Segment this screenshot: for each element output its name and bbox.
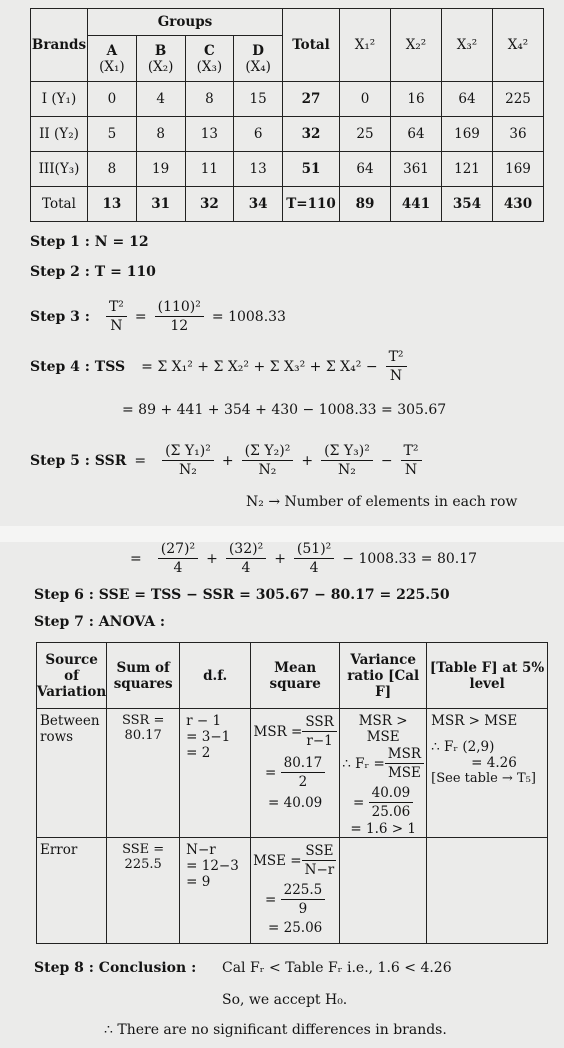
header-x2-sq: X₂² <box>391 9 442 82</box>
header-x4-sq: X₄² <box>493 9 544 82</box>
fraction: $\frac{\text{T²}}{N}$ <box>386 348 407 385</box>
cell: 8 <box>185 82 234 117</box>
cell: 19 <box>136 152 185 187</box>
fraction: $\frac{\text{T²}}{N}$ <box>106 298 127 335</box>
cell: 430 <box>493 187 544 222</box>
row-total: 51 <box>283 152 340 187</box>
header-groups: Groups <box>88 9 283 36</box>
totals-row <box>31 187 544 222</box>
cell: 8 <box>136 117 185 152</box>
source-between: Between rows <box>37 709 107 838</box>
df-between: r − 1 = 3−1 = 2 <box>180 709 251 838</box>
cell: 121 <box>442 152 493 187</box>
accept-text: So, we accept H₀. <box>222 992 348 1008</box>
cell: 0 <box>340 82 391 117</box>
step-3: Step 3 : $\frac{\text{T²}}{N}$ = $\frac{\text{(110)²}}{12}$ = 1008.33 <box>30 299 286 334</box>
cell: 89 <box>340 187 391 222</box>
anova-row-error <box>37 838 548 944</box>
step-4-line-2: = 89 + 441 + 354 + 430 − 1008.33 = 305.67 <box>122 402 447 418</box>
cell: 15 <box>234 82 283 117</box>
step-4: Step 4 : TSS = Σ X₁² + Σ X₂² + Σ X₃² + Σ X₄² − $\frac{\text{T²}}{N}$ <box>30 348 407 385</box>
mse-cell: MSE = $\frac{\text{SSE}}{N-r}$ = $\frac{225.5}{9}$ = 25.06 <box>251 838 340 944</box>
header-x3-sq: X₃² <box>442 9 493 82</box>
step-3-label: Step 3 : <box>30 308 90 325</box>
cell: 11 <box>185 152 234 187</box>
anova-table <box>36 642 548 944</box>
data-table <box>30 8 544 222</box>
header-total: Total <box>283 9 340 82</box>
cell: 34 <box>234 187 283 222</box>
n2-note: N₂ → Number of elements in each row <box>246 494 518 510</box>
cell: 361 <box>391 152 442 187</box>
msr-cell: MSR = $\frac{\text{SSR}}{r-1}$ = $\frac{80.17}{2}$ = 40.09 <box>251 709 340 838</box>
cell: 36 <box>493 117 544 152</box>
row-total: 32 <box>283 117 340 152</box>
cell: 16 <box>391 82 442 117</box>
cell: 4 <box>136 82 185 117</box>
empty-cell <box>427 838 548 944</box>
group-d-head: D (X₄) <box>234 36 283 82</box>
row-brand: III(Y₃) <box>31 152 88 187</box>
row-total: 27 <box>283 82 340 117</box>
cell: 441 <box>391 187 442 222</box>
cell: 5 <box>88 117 137 152</box>
table-f-cell: MSR > MSE ∴ Fᵣ (2,9) = 4.26 [See table → T₅] <box>427 709 548 838</box>
anova-head-tablef: [Table F] at 5% level <box>427 643 548 709</box>
empty-cell <box>340 838 427 944</box>
cell: 25 <box>340 117 391 152</box>
table-row <box>31 82 544 117</box>
row-brand: II (Y₂) <box>31 117 88 152</box>
step-5: Step 5 : SSR = $\frac{\text{(Σ Y₁)²}}{\text{N₂}}$ + $\frac{\text{(Σ Y₂)²}}{\text{N₂}}$ + $\frac{\text{(Σ Y₃)²}}{\text{N₂}}$ − $\frac{\text{T²}}{N}$ <box>30 442 422 479</box>
step-6: Step 6 : SSE = TSS − SSR = 305.67 − 80.17 = 225.50 <box>34 587 450 603</box>
group-a-head: A (X₁) <box>88 36 137 82</box>
table-row <box>31 117 544 152</box>
cell: 13 <box>185 117 234 152</box>
cell: 64 <box>340 152 391 187</box>
grand-total: T=110 <box>283 187 340 222</box>
header-x1-sq: X₁² <box>340 9 391 82</box>
cell: 8 <box>88 152 137 187</box>
anova-head-source: Source of Variation <box>37 643 107 709</box>
header-brands: Brands <box>31 9 88 82</box>
group-c-head: C (X₃) <box>185 36 234 82</box>
ssr-value: SSR = 80.17 <box>107 709 180 838</box>
group-b-head: B (X₂) <box>136 36 185 82</box>
anova-row-between <box>37 709 548 838</box>
cell: 225 <box>493 82 544 117</box>
cell: 31 <box>136 187 185 222</box>
final-statement: ∴ There are no significant differences in brands. <box>104 1022 447 1038</box>
cell: 6 <box>234 117 283 152</box>
cell: 13 <box>234 152 283 187</box>
anova-head-ms: Mean square <box>251 643 340 709</box>
totals-label: Total <box>31 187 88 222</box>
variance-ratio-cell: MSR > MSE ∴ Fᵣ = $\frac{\text{MSR}}{\text{MSE}}$ = $\frac{40.09}{25.06}$ = 1.6 > 1 <box>340 709 427 838</box>
cell: 0 <box>88 82 137 117</box>
sse-value: SSE = 225.5 <box>107 838 180 944</box>
cell: 64 <box>391 117 442 152</box>
table-row <box>31 152 544 187</box>
step-7: Step 7 : ANOVA : <box>34 614 166 630</box>
step-8-label: Step 8 : Conclusion : <box>34 960 197 976</box>
cell: 169 <box>493 152 544 187</box>
source-error: Error <box>37 838 107 944</box>
step-5-calc: = $\frac{\text{(27)²}}{4}$ + $\frac{\text{(32)²}}{4}$ + $\frac{\text{(51)²}}{4}$ − 1008.33 = 80.17 <box>130 541 478 576</box>
cell: 32 <box>185 187 234 222</box>
step-1: Step 1 : N = 12 <box>30 234 149 250</box>
cell: 64 <box>442 82 493 117</box>
cell: 169 <box>442 117 493 152</box>
cell: 13 <box>88 187 137 222</box>
cell: 354 <box>442 187 493 222</box>
row-brand: I (Y₁) <box>31 82 88 117</box>
anova-head-df: d.f. <box>180 643 251 709</box>
anova-head-ss: Sum of squares <box>107 643 180 709</box>
df-error: N−r = 12−3 = 9 <box>180 838 251 944</box>
fraction: $\frac{\text{(110)²}}{12}$ <box>155 298 204 335</box>
conclusion-text: Cal Fᵣ < Table Fᵣ i.e., 1.6 < 4.26 <box>222 960 452 976</box>
step-2: Step 2 : T = 110 <box>30 264 156 280</box>
anova-head-vr: Variance ratio [Cal F] <box>340 643 427 709</box>
